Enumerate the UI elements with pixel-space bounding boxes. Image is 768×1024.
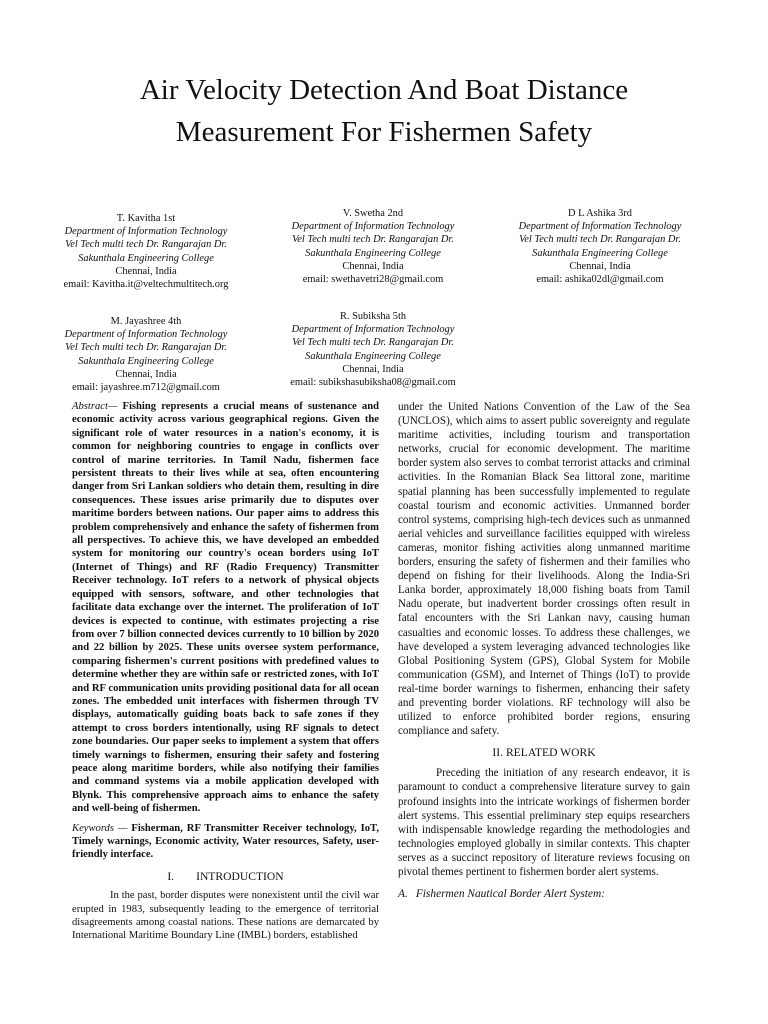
author-institution: Sakunthala Engineering College xyxy=(78,252,214,264)
abstract xyxy=(72,400,379,816)
author-email[interactable]: email: subikshasubiksha08@gmail.com xyxy=(290,377,456,389)
author-email[interactable]: email: swethavetri28@gmail.com xyxy=(302,274,444,286)
author-name: T. Kavitha 1st xyxy=(116,213,176,224)
section-title: INTRODUCTION xyxy=(196,869,284,883)
keywords-text: Fisherman, RF Transmitter Receiver technology, IoT, Timely warnings, Economic activity, Water resources, Safety, user-friendly interface. xyxy=(72,822,379,861)
author-department: Department of Information Technology xyxy=(291,324,455,336)
author-institution: Sakunthala Engineering College xyxy=(305,247,441,259)
subsection-title: Fishermen Nautical Border Alert System: xyxy=(415,888,605,901)
author-institution: Sakunthala Engineering College xyxy=(78,355,214,367)
author-name: D L Ashika 3rd xyxy=(568,208,632,219)
author-city: Chennai, India xyxy=(115,265,177,277)
author-department: Department of Information Technology xyxy=(518,221,682,233)
subsection-heading xyxy=(398,887,690,901)
author-email[interactable]: email: ashika02dl@gmail.com xyxy=(536,274,664,286)
author-email[interactable]: email: jayashree.m712@gmail.com xyxy=(72,382,220,394)
author-institution: Vel Tech multi tech Dr. Rangarajan Dr. xyxy=(292,234,454,246)
author-department: Department of Information Technology xyxy=(291,221,455,233)
author-block-4 xyxy=(30,315,262,394)
author-block-1 xyxy=(30,212,262,291)
author-city: Chennai, India xyxy=(342,363,404,375)
introduction-paragraph: In the past, border disputes were nonexistent until the civil war erupted in 1983, subsequently leading to the emergence of territorial disagreements among coastal nations. These nations are demarcated by International Maritime Boundary Line (IMBL) borders, established xyxy=(72,890,379,942)
section-heading-introduction xyxy=(72,870,379,883)
section-number: I. xyxy=(167,869,175,883)
paper-title-line-1: Air Velocity Detection And Boat Distance xyxy=(139,74,629,106)
author-department: Department of Information Technology xyxy=(64,329,228,341)
author-name: V. Swetha 2nd xyxy=(342,208,404,219)
author-department: Department of Information Technology xyxy=(64,226,228,238)
author-city: Chennai, India xyxy=(569,260,631,272)
author-name: R. Subiksha 5th xyxy=(339,311,407,322)
author-institution: Sakunthala Engineering College xyxy=(532,247,668,259)
right-column xyxy=(398,400,690,901)
author-block-5 xyxy=(257,310,489,389)
author-institution: Vel Tech multi tech Dr. Rangarajan Dr. xyxy=(292,337,454,349)
author-institution: Vel Tech multi tech Dr. Rangarajan Dr. xyxy=(65,342,227,354)
author-name: M. Jayashree 4th xyxy=(110,316,182,327)
author-city: Chennai, India xyxy=(342,260,404,272)
paper-title-line-2: Measurement For Fishermen Safety xyxy=(175,116,593,148)
abstract-text: Fishing represents a crucial means of sustenance and economic activity across various geographical regions. Given the significant role of water resources in a nation's economy, it is common for neighboring countries to engage in conflicts over control of marine territories. In Tamil Nadu, fishermen face persistent threats to their lives while at sea, often encountering danger from Sri Lankan soldiers who detain them, resulting in dire consequences. These issues arise primarily due to disputes over maritime borders between nations. Our paper aims to address this problem comprehensively and enhance the safety of fishermen from all perspectives. To achieve this, we have developed an embedded system for monitoring our country's ocean borders using IoT (Internet of Things) and RF (Radio Frequency) Transmitter Receiver technology. IoT refers to a network of physical objects equipped with sensors, software, and other technologies that facilitate data exchange over the internet. The proliferation of IoT devices is expected to continue, with estimates projecting a rise from over 7 billion connected devices currently to 10 billion by 2020 and 22 billion by 2025. These units oversee system performance, comparing fishermen's current positions with predefined values to determine whether they are within safe or restricted zones, with IoT and RF communication units providing positional data for all ocean zones. The embedded unit interfaces with fishermen through TV displays, automatically guiding boats back to safe zones if they attempt to cross borders intentionally, using RF signals to detect zone boundaries. Our paper seeks to implement a system that offers timely warnings to fishermen, ensuring their safety and fostering peace along maritime borders, while also notifying their families and command systems via a mobile application developed with Blynk. This comprehensive approach aims to enhance the safety and well-being of fishermen. xyxy=(72,401,379,815)
author-institution: Vel Tech multi tech Dr. Rangarajan Dr. xyxy=(519,234,681,246)
author-email[interactable]: email: Kavitha.it@veltechmultitech.org xyxy=(63,279,229,291)
abstract-label: Abstract— xyxy=(72,401,118,412)
author-block-2 xyxy=(257,207,489,286)
subsection-number: A. xyxy=(398,888,408,901)
keywords-label: Keywords — xyxy=(72,822,128,834)
author-city: Chennai, India xyxy=(115,368,177,380)
author-block-3 xyxy=(484,207,716,286)
related-work-paragraph: Preceding the initiation of any research endeavor, it is paramount to conduct a comprehensive literature survey to gain profound insights into the intricate workings of fishermen border alert systems. This essential preliminary step equips researchers with indispensable knowledge regarding the methodologies and technologies employed globally in similar contexts. This chapter serves as a succinct repository of literature reviews focusing on pivotal themes pertinent to fishermen border alert systems. xyxy=(398,767,690,878)
section-heading-related-work: II. RELATED WORK xyxy=(492,746,596,760)
author-institution: Vel Tech multi tech Dr. Rangarajan Dr. xyxy=(65,239,227,251)
keywords xyxy=(72,822,379,862)
author-institution: Sakunthala Engineering College xyxy=(305,350,441,362)
introduction-paragraph-continued: under the United Nations Convention of the Law of the Sea (UNCLOS), which aims to assert public sovereignty and regulate maritime activities, including tourism and transportation networks, crucial for economic development. The maritime border system also serves to combat terrorist attacks and criminal activities. In the Romanian Black Sea littoral zone, maritime spatial planning has been successfully implemented to regulate coastal tourism and economic activities. Unmanned border control systems, comprising high-tech devices such as unmanned aerial vehicles and surveillance facilities equipped with wireless cameras, monitor fishing activities along unmanned maritime borders, ensuring the safety of fishermen and their families who depend on fishing for their livelihoods. Along the India-Sri Lanka border, approximately 18,000 fishing boats from Tamil Nadu operate, but inadvertent border crossings often result in fatal encounters with the Sri Lankan navy, causing human casualties and economic losses. To address these challenges, we have developed a system leveraging advanced technologies like Global Positioning System (GPS), Global System for Mobile communication (GSM), and Internet of Things (IoT) to provide real-time border warnings to fishermen, enhancing their safety and preventing border violations. RF technology will also be utilized to enforce prohibited border regions, ensuring compliance and safety. xyxy=(398,401,690,738)
left-column xyxy=(72,400,379,943)
